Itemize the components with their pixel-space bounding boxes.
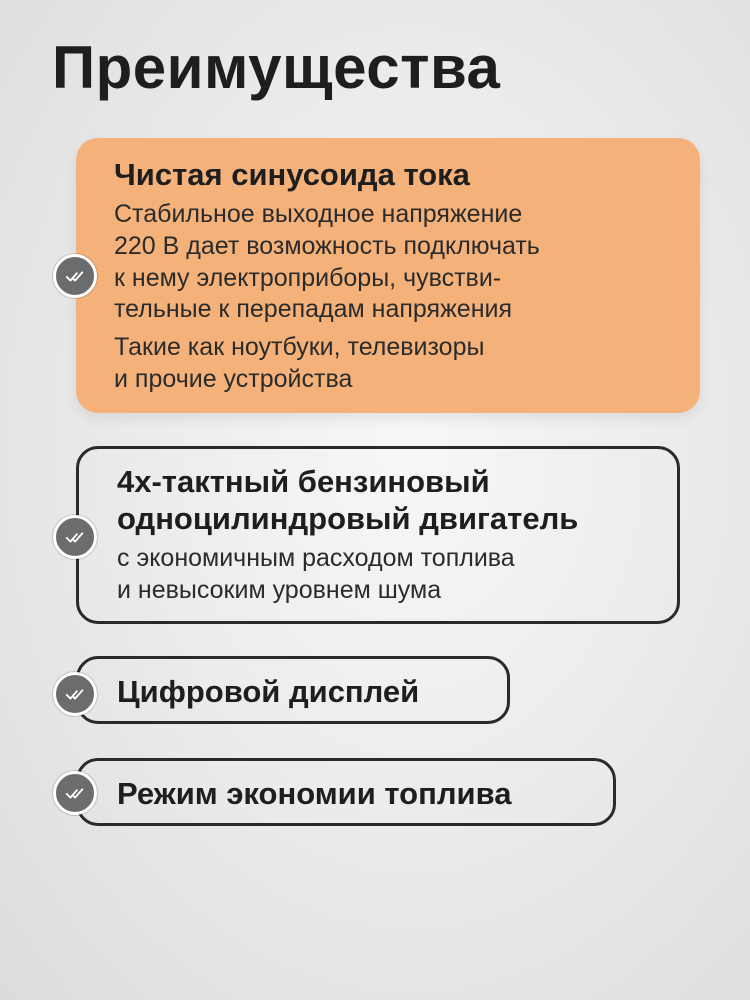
feature-card-display xyxy=(76,656,510,724)
double-check-icon xyxy=(53,672,97,716)
feature-title: Режим экономии топлива xyxy=(117,776,512,811)
feature-description: с экономичным расходом топлива и невысоким уровнем шума xyxy=(117,544,515,605)
feature-title: 4х-тактный бензиновый одноцилиндровый двигатель xyxy=(117,464,579,537)
double-check-icon xyxy=(53,771,97,815)
feature-card-engine xyxy=(76,446,680,624)
feature-description-examples: Такие как ноутбуки, телевизоры и прочие устройства xyxy=(114,333,485,393)
feature-title: Чистая синусоида тока xyxy=(114,157,470,192)
feature-card-fuel-saving xyxy=(76,758,616,826)
feature-description: Стабильное выходное напряжение 220 В дает возможность подключать к нему электроприборы, чувстви- тельные к перепадам напряжения xyxy=(114,200,540,324)
double-check-icon xyxy=(53,515,97,559)
feature-title: Цифровой дисплей xyxy=(117,674,420,709)
page-title: Преимущества xyxy=(52,34,501,101)
feature-card-pure-sine xyxy=(76,138,700,413)
double-check-icon xyxy=(53,254,97,298)
